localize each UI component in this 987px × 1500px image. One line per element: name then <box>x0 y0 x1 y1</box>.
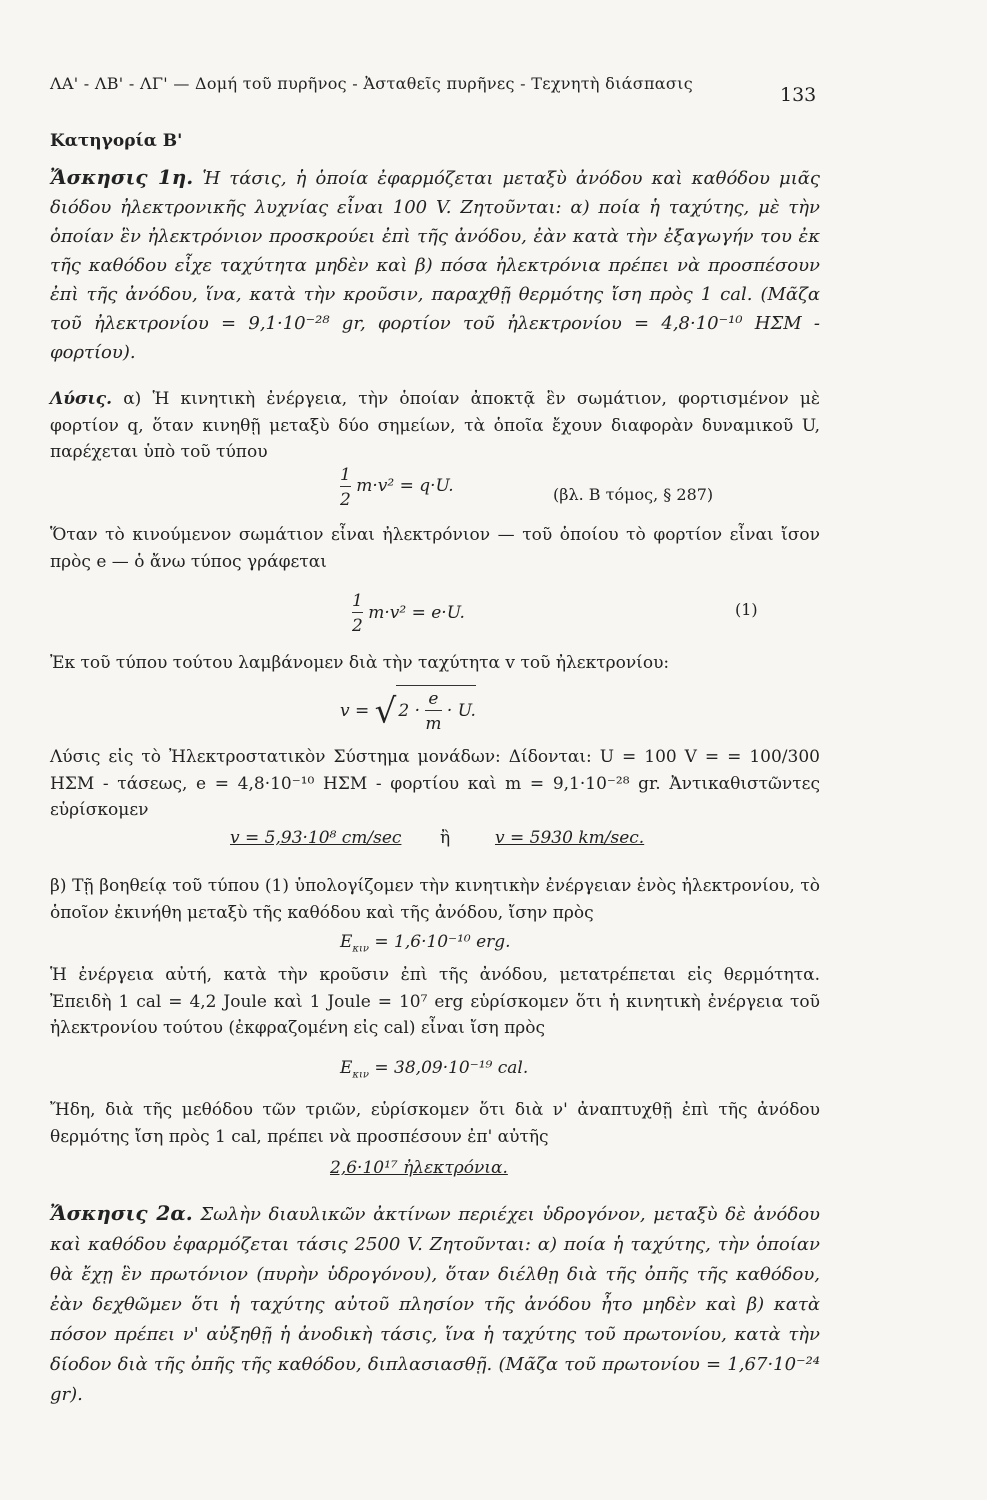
solution-e-text: β) Τῇ βοηθείᾳ τοῦ τύπου (1) ὑπολογίζομεν τὴν κινητικὴν ἐνέργειαν ἑνὸς ἠλεκτρονίου, τὸ ὁποῖον ἐκινήθη μεταξὺ τῆς καθόδου καὶ τῆς ἀνόδου, ἴσην πρὸς <box>50 876 820 923</box>
exercise-1 <box>50 163 820 367</box>
eq5-body: = 38,09·10⁻¹⁹ cal. <box>374 1058 529 1078</box>
eq4-symbol: E <box>340 932 353 952</box>
solution-g-text: Ἤδη, διὰ τῆς μεθόδου τῶν τριῶν, εὑρίσκομεν ὅτι διὰ ν' ἀναπτυχθῇ ἐπὶ τῆς ἀνόδου θερμότης ἴση πρὸς 1 cal, πρέπει νὰ προσπέσουν ἐπ' αὐτῆς <box>50 1100 820 1147</box>
solution-b-text: Ὅταν τὸ κινούμενον σωμάτιον εἶναι ἠλεκτρόνιον — τοῦ ὁποίου τὸ φορτίον εἶναι ἴσον πρὸς e — ὁ ἄνω τύπος γράφεται <box>50 525 820 572</box>
solution-c-text: Ἐκ τοῦ τύπου τούτου λαμβάνομεν διὰ τὴν ταχύτητα v τοῦ ἠλεκτρονίου: <box>50 653 670 673</box>
page-number: 133 <box>780 84 817 106</box>
result-velocity-km: v = 5930 km/sec. <box>495 828 645 848</box>
eq1-numerator: 1 <box>340 465 351 485</box>
eq4-subscript: κιν <box>352 943 369 955</box>
eq4-body: = 1,6·10⁻¹⁰ erg. <box>374 932 511 952</box>
solution-a-body: α) Ἡ κινητικὴ ἐνέργεια, τὴν ὁποίαν ἀποκτᾷ ἓν σωμάτιον, φορτισμένον μὲ φορτίον q, ὅταν κινηθῇ μεταξὺ δύο σημείων, τὰ ὁποῖα ἔχουν διαφορὰν δυναμικοῦ U, παρέχεται ὑπὸ τοῦ τύπου <box>50 389 820 462</box>
exercise-2-label: Ἄσκησις 2α. <box>50 1201 193 1225</box>
solution-f-text: Ἡ ἐνέργεια αὐτή, κατὰ τὴν κροῦσιν ἐπὶ τῆς ἀνόδου, μετατρέπεται εἰς θερμότητα. Ἐπειδὴ 1 cal = 4,2 Joule καὶ 1 Joule = 10⁷ erg εὑρίσκομεν ὅτι ἡ κινητικὴ ἐνέργεια τοῦ ἠλεκτρονίου τούτου (ἐκφραζομένη εἰς cal) εἶναι ἴση πρὸς <box>50 965 820 1038</box>
result-electron-count: 2,6·10¹⁷ ἠλεκτρόνια. <box>330 1158 508 1178</box>
eq3-left: v = <box>340 701 370 721</box>
exercise-1-text: Ἡ τάσις, ἡ ὁποία ἐφαρμόζεται μεταξὺ ἀνόδου καὶ καθόδου μιᾶς διόδου ἠλεκτρονικῆς λυχνίας εἶναι 100 V. Ζητοῦνται: α) ποία ἡ ταχύτης, μὲ τὴν ὁποίαν ἓν ἠλεκτρόνιον προσκρούει ἐπὶ τῆς ἀνόδου, ἐὰν κατὰ τὴν ἐξαγωγήν του ἐκ τῆς καθόδου εἶχε ταχύτητα μηδὲν καὶ β) πόσα ἠλεκτρόνια πρέπει νὰ προσπέσουν ἐπὶ τῆς ἀνόδου, ἵνα, κατὰ τὴν κροῦσιν, παραχθῇ θερμότης ἴση πρὸς 1 cal. (Μᾶζα τοῦ ἠλεκτρονίου = 9,1·10⁻²⁸ gr, φορτίον τοῦ ἠλεκτρονίου = 4,8·10⁻¹⁰ ΗΣΜ - φορτίου). <box>50 168 820 363</box>
equation-1-number: (1) <box>735 600 758 619</box>
result-or: ἢ <box>440 828 451 848</box>
equation-kinetic-energy <box>340 462 454 511</box>
eq5-symbol: E <box>340 1058 353 1078</box>
eq1-body: m·v² = q·U. <box>356 476 454 496</box>
solution-label: Λύσις. <box>50 389 113 409</box>
eq3-inner-a: 2 · <box>398 701 420 721</box>
exercise-2-text: Σωλὴν διαυλικῶν ἀκτίνων περιέχει ὑδρογόνον, μεταξὺ δὲ ἀνόδου καὶ καθόδου ἐφαρμόζεται τάσις 2500 V. Ζητοῦνται: α) ποία ἡ ταχύτης, τὴν ὁποίαν θὰ ἔχῃ ἓν πρωτόνιον (πυρὴν ὑδρογόνου), ὅταν διέλθῃ διὰ τῆς ὀπῆς τῆς καθόδου, ἐὰν δεχθῶμεν ὅτι ἡ ταχύτης αὐτοῦ πλησίον τῆς ἀνόδου ἦτο μηδὲν καὶ β) κατὰ πόσον πρέπει ν' αὐξηθῇ ἡ ἀνοδικὴ τάσις, ἵνα ἡ ταχύτης τοῦ πρωτονίου, κατὰ τὴν δίοδον διὰ τῆς ὀπῆς τῆς καθόδου, διπλασιασθῇ. (Μᾶζα τοῦ πρωτονίου = 1,67·10⁻²⁴ gr). <box>50 1204 820 1405</box>
equation-1 <box>352 590 465 637</box>
equation-velocity <box>340 685 476 735</box>
exercise-1-label: Ἄσκησις 1η. <box>50 165 194 189</box>
solution-d-text: Λύσις εἰς τὸ Ἠλεκτροστατικὸν Σύστημα μονάδων: Δίδονται: U = 100 V = = 100/300 ΗΣΜ - τάσεως, e = 4,8·10⁻¹⁰ ΗΣΜ - φορτίου καὶ m = 9,1·10⁻²⁸ gr. Ἀντικαθιστῶντες εὑρίσκομεν <box>50 747 820 820</box>
running-header: ΛΑ' - ΛΒ' - ΛΓ' — Δομή τοῦ πυρῆνος - Ἀσταθεῖς πυρῆνες - Τεχνητὴ διάσπασις <box>50 74 693 93</box>
eq2-body: m·v² = e·U. <box>368 603 465 623</box>
eq3-numerator: e <box>428 689 439 709</box>
sqrt-icon: √ <box>374 691 397 732</box>
equation-energy-cal <box>340 1058 528 1080</box>
eq3-inner-b: · U. <box>446 701 476 721</box>
result-velocity-cm: v = 5,93·10⁸ cm/sec <box>230 828 402 848</box>
category-heading: Κατηγορία Β' <box>50 131 183 151</box>
eq1-denominator: 2 <box>340 486 351 511</box>
equation-reference-volume-b: (βλ. Β τόμος, § 287) <box>553 485 714 504</box>
eq3-denominator: m <box>425 710 441 735</box>
eq2-numerator: 1 <box>352 591 363 611</box>
eq2-denominator: 2 <box>352 612 363 637</box>
exercise-2 <box>50 1198 820 1410</box>
solution-a-text <box>50 386 820 466</box>
eq5-subscript: κιν <box>352 1069 369 1081</box>
equation-energy-erg <box>340 932 511 954</box>
